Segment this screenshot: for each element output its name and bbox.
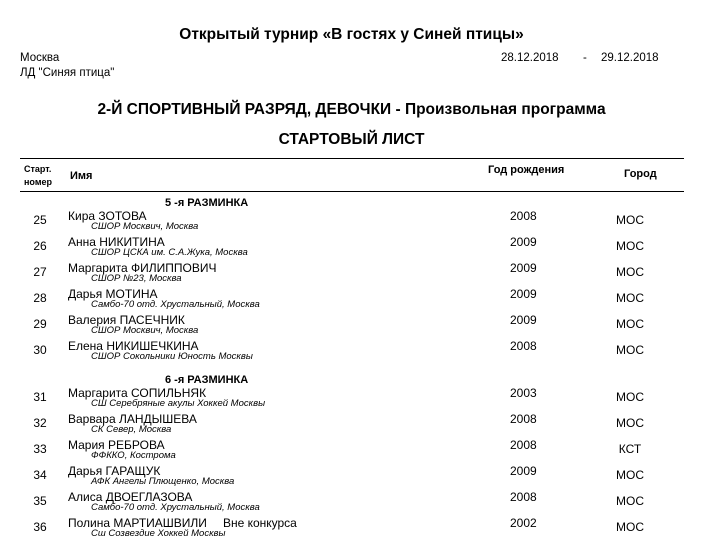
category-title: 2-Й СПОРТИВНЫЙ РАЗРЯД, ДЕВОЧКИ - Произвольная программа xyxy=(97,101,606,118)
birth-year: 2009 xyxy=(510,287,537,301)
city-code: МОС xyxy=(616,317,644,331)
city-code: МОС xyxy=(616,343,644,357)
birth-year: 2009 xyxy=(510,313,537,327)
birth-year: 2003 xyxy=(510,386,537,400)
skater-club: СШОР Сокольники Юность Москвы xyxy=(91,351,253,362)
start-number: 26 xyxy=(33,239,47,253)
birth-year: 2002 xyxy=(510,516,537,530)
skater-name: Валерия ПАСЕЧНИК xyxy=(68,313,185,327)
start-number: 33 xyxy=(33,442,47,456)
city-code: МОС xyxy=(616,213,644,227)
skater-club: Самбо-70 отд. Хрустальный, Москва xyxy=(91,299,260,310)
city-code: МОС xyxy=(616,494,644,508)
birth-year: 2009 xyxy=(510,235,537,249)
skater-name: Варвара ЛАНДЫШЕВА xyxy=(68,412,197,426)
city-code: МОС xyxy=(616,468,644,482)
skater-name: Алиса ДВОЕГЛАЗОВА xyxy=(68,490,193,504)
date-end: 29.12.2018 xyxy=(601,52,659,64)
skater-name: Анна НИКИТИНА xyxy=(68,235,165,249)
start-number: 30 xyxy=(33,343,47,357)
column-header-start-number xyxy=(24,163,52,189)
city-code: МОС xyxy=(616,416,644,430)
skater-name: Полина МАРТИАШВИЛИ xyxy=(68,516,207,530)
skater-club: СШОР Москвич, Москва xyxy=(91,325,199,336)
skater-name: Маргарита ФИЛИППОВИЧ xyxy=(68,261,217,275)
skater-name: Дарья ГАРАЩУК xyxy=(68,464,161,478)
start-number: 32 xyxy=(33,416,47,430)
start-number: 35 xyxy=(33,494,47,508)
tournament-title: Открытый турнир «В гостях у Синей птицы» xyxy=(179,26,524,43)
warmup-group-5-label: 5 -я РАЗМИНКА xyxy=(165,197,249,209)
birth-year: 2008 xyxy=(510,412,537,426)
city-code: МОС xyxy=(616,239,644,253)
skater-club: Самбо-70 отд. Хрустальный, Москва xyxy=(91,502,260,513)
skater-name: Маргарита СОПИЛЬНЯК xyxy=(68,386,207,400)
out-of-competition-note: Вне конкурса xyxy=(222,516,297,530)
birth-year: 2008 xyxy=(510,438,537,452)
skater-club: СШ Серебряные акулы Хоккей Москвы xyxy=(91,398,266,409)
birth-year: 2008 xyxy=(510,490,537,504)
skater-name: Кира ЗОТОВА xyxy=(68,209,147,223)
column-header-birth-year: Год рождения xyxy=(488,164,565,176)
skater-club: АФК Ангелы Плющенко, Москва xyxy=(91,476,235,487)
city-label: Москва xyxy=(20,52,60,64)
birth-year: 2008 xyxy=(510,339,537,353)
start-number: 29 xyxy=(33,317,47,331)
start-number: 25 xyxy=(33,213,47,227)
start-number: 36 xyxy=(33,520,47,534)
start-number: 27 xyxy=(33,265,47,279)
date-separator: - xyxy=(583,52,587,64)
column-header-name: Имя xyxy=(70,170,93,182)
skater-name: Мария РЕБРОВА xyxy=(68,438,165,452)
table-top-rule xyxy=(20,158,684,159)
column-header-start-line2: номер xyxy=(24,177,52,187)
date-start: 28.12.2018 xyxy=(501,52,559,64)
city-code: МОС xyxy=(616,265,644,279)
skater-club: ФФККО, Кострома xyxy=(91,450,176,461)
city-code: МОС xyxy=(616,390,644,404)
start-list-title: СТАРТОВЫЙ ЛИСТ xyxy=(278,131,425,148)
venue-label: ЛД "Синяя птица" xyxy=(20,67,115,79)
skater-club: Сш Созвездие Хоккей Москвы xyxy=(91,528,226,539)
skater-club: СК Север, Москва xyxy=(91,424,172,435)
table-row xyxy=(0,516,703,546)
start-number: 34 xyxy=(33,468,47,482)
city-code: КСТ xyxy=(618,442,642,456)
warmup-group-6-label: 6 -я РАЗМИНКА xyxy=(165,374,249,386)
city-code: МОС xyxy=(616,291,644,305)
city-code: МОС xyxy=(616,520,644,534)
skater-name: Елена НИКИШЕЧКИНА xyxy=(68,339,199,353)
birth-year: 2008 xyxy=(510,209,537,223)
table-row xyxy=(0,339,703,369)
birth-year: 2009 xyxy=(510,464,537,478)
skater-club: СШОР №23, Москва xyxy=(91,273,182,284)
table-header-rule xyxy=(20,191,684,192)
start-number: 31 xyxy=(33,390,47,404)
column-header-city: Город xyxy=(624,168,657,180)
column-header-start-line1: Старт. xyxy=(24,164,52,174)
skater-club: СШОР ЦСКА им. С.А.Жука, Москва xyxy=(91,247,248,258)
birth-year: 2009 xyxy=(510,261,537,275)
skater-club: СШОР Москвич, Москва xyxy=(91,221,199,232)
skater-name: Дарья МОТИНА xyxy=(68,287,158,301)
start-number: 28 xyxy=(33,291,47,305)
